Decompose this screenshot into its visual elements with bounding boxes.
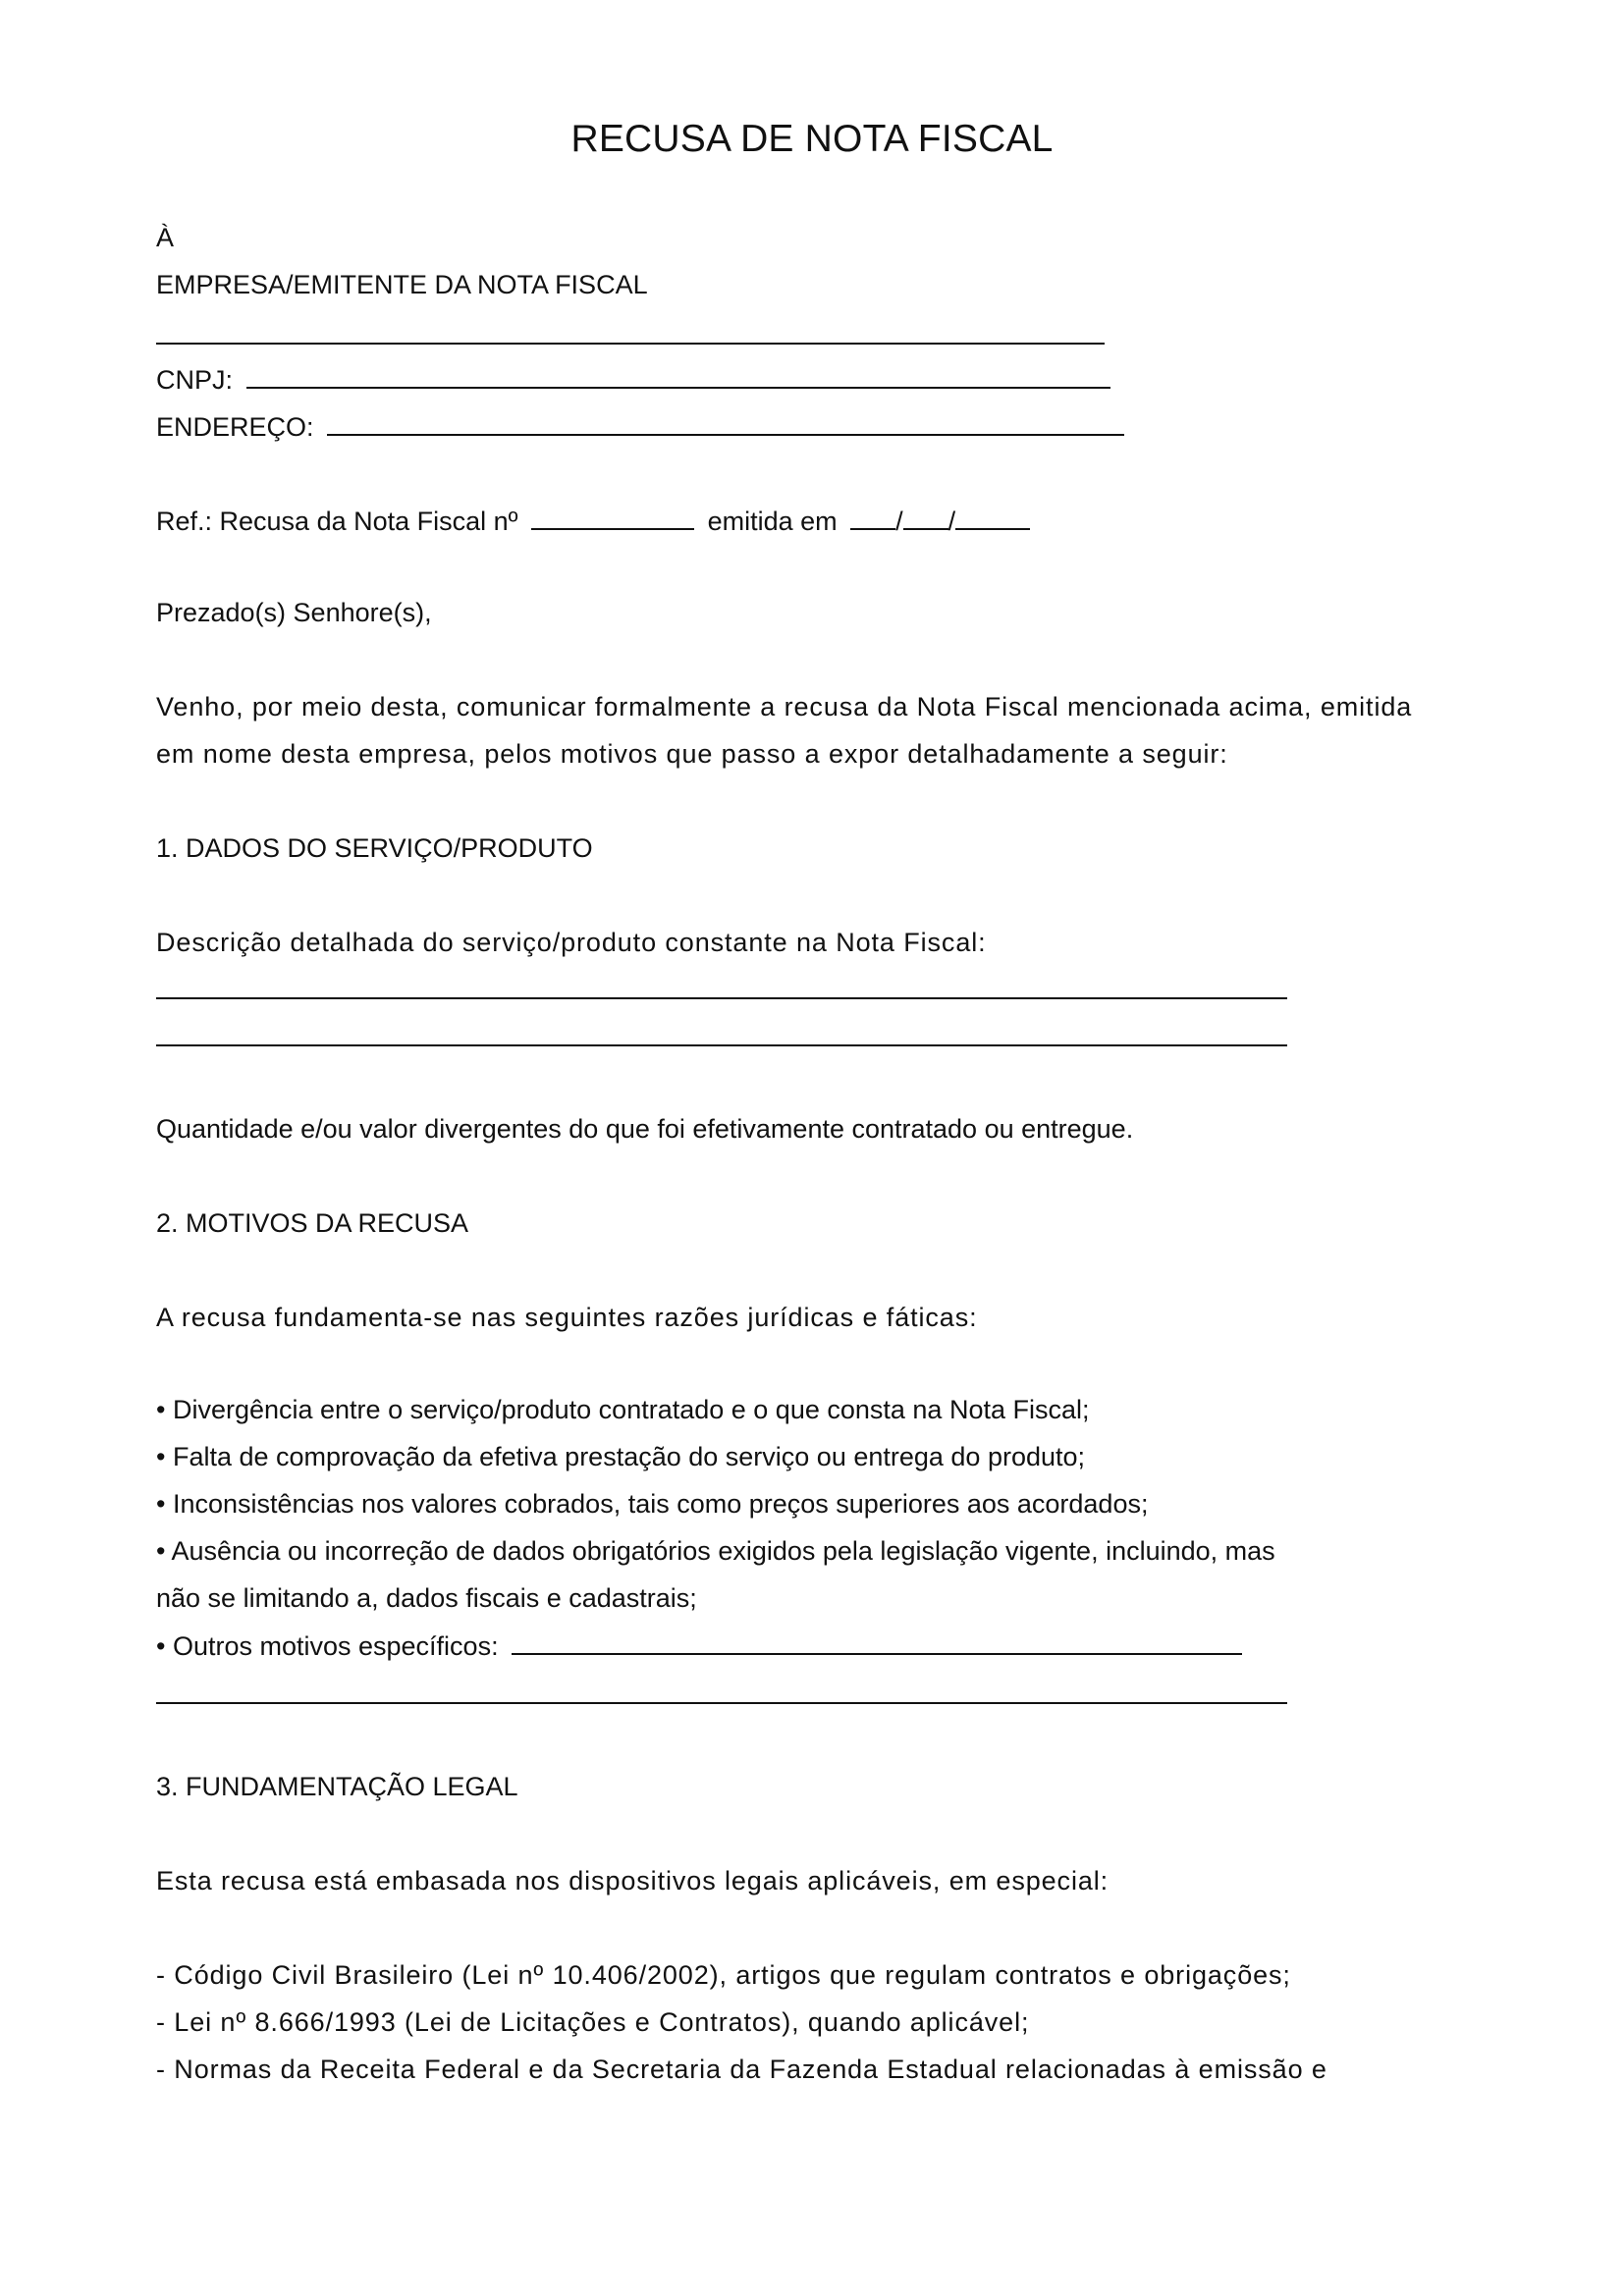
company-name-blank-line	[156, 343, 1105, 345]
legal-item-1: - Código Civil Brasileiro (Lei nº 10.406/2002), artigos que regulam contratos e obrigações;	[156, 1960, 1291, 1990]
other-reasons-label: • Outros motivos específicos:	[156, 1631, 499, 1661]
legal-item-3: - Normas da Receita Federal e da Secretaria da Fazenda Estadual relacionadas à emissão e	[156, 2055, 1327, 2084]
invoice-number-blank	[531, 503, 694, 530]
section-1-description-label: Descrição detalhada do serviço/produto constante na Nota Fiscal:	[156, 928, 987, 957]
reference-prefix: Ref.: Recusa da Nota Fiscal nº	[156, 507, 518, 536]
other-reasons-blank	[512, 1628, 1242, 1655]
date-day-blank	[850, 503, 895, 530]
section-2-intro: A recusa fundamenta-se nas seguintes razões jurídicas e fáticas:	[156, 1303, 978, 1332]
section-2-heading: 2. MOTIVOS DA RECUSA	[156, 1208, 469, 1238]
salutation-prefix: À	[156, 223, 175, 252]
address-label: ENDEREÇO:	[156, 412, 314, 442]
description-blank-line-2	[156, 1044, 1287, 1046]
other-reasons-line	[156, 1628, 1242, 1664]
reference-line	[156, 503, 1030, 539]
description-blank-line-1	[156, 997, 1287, 999]
other-reasons-blank-line	[156, 1702, 1287, 1704]
date-separator: /	[895, 507, 903, 536]
intro-line-1: Venho, por meio desta, comunicar formalmente a recusa da Nota Fiscal mencionada acima, emitida	[156, 692, 1413, 721]
address-blank	[327, 408, 1124, 436]
date-separator: /	[947, 507, 956, 536]
address-line	[156, 408, 1124, 445]
section-3-intro: Esta recusa está embasada nos dispositivos legais aplicáveis, em especial:	[156, 1866, 1110, 1896]
document-title: RECUSA DE NOTA FISCAL	[570, 118, 1054, 160]
intro-line-2: em nome desta empresa, pelos motivos que passo a expor detalhadamente a seguir:	[156, 739, 1228, 769]
legal-item-2: - Lei nº 8.666/1993 (Lei de Licitações e Contratos), quando aplicável;	[156, 2007, 1030, 2037]
reason-bullet-4-continuation: não se limitando a, dados fiscais e cadastrais;	[156, 1583, 697, 1613]
reason-bullet-2: • Falta de comprovação da efetiva prestação do serviço ou entrega do produto;	[156, 1442, 1086, 1471]
cnpj-line	[156, 361, 1110, 398]
section-1-heading: 1. DADOS DO SERVIÇO/PRODUTO	[156, 833, 593, 863]
greeting: Prezado(s) Senhore(s),	[156, 598, 432, 627]
issued-label: emitida em	[707, 507, 838, 536]
cnpj-label: CNPJ:	[156, 365, 234, 395]
section-1-note: Quantidade e/ou valor divergentes do que foi efetivamente contratado ou entregue.	[156, 1114, 1134, 1144]
date-year-blank	[955, 503, 1030, 530]
company-label: EMPRESA/EMITENTE DA NOTA FISCAL	[156, 270, 648, 299]
cnpj-blank	[246, 361, 1110, 389]
reason-bullet-3: • Inconsistências nos valores cobrados, tais como preços superiores aos acordados;	[156, 1489, 1149, 1519]
reason-bullet-1: • Divergência entre o serviço/produto contratado e o que consta na Nota Fiscal;	[156, 1395, 1090, 1424]
reason-bullet-4: • Ausência ou incorreção de dados obrigatórios exigidos pela legislação vigente, incluindo, mas	[156, 1536, 1275, 1566]
date-month-blank	[903, 503, 948, 530]
section-3-heading: 3. FUNDAMENTAÇÃO LEGAL	[156, 1772, 518, 1801]
